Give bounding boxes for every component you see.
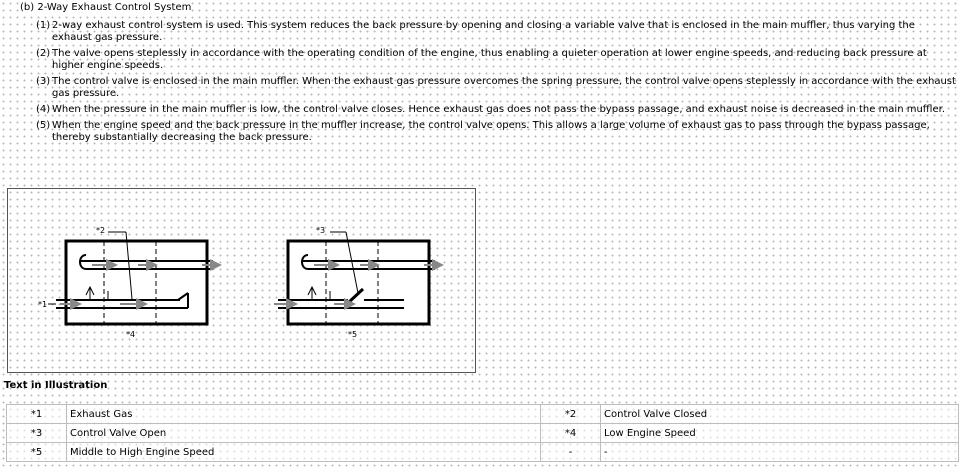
item-number: (3) <box>36 76 51 87</box>
legend-label: Middle to High Engine Speed <box>67 443 541 462</box>
list-item <box>36 104 956 116</box>
list-item <box>36 120 956 144</box>
item-number: (1) <box>36 20 51 31</box>
legend-label: Low Engine Speed <box>601 424 959 443</box>
muffler-shell <box>66 241 207 324</box>
muffler-shell <box>288 241 429 324</box>
item-number: (5) <box>36 120 51 131</box>
legend-label: Control Valve Closed <box>601 405 959 424</box>
item-list <box>36 20 956 148</box>
item-number: (4) <box>36 104 51 115</box>
table-row <box>7 443 959 462</box>
legend-key: - <box>541 443 601 462</box>
callout-label: *3 <box>316 226 326 235</box>
legend-title: Text in Illustration <box>4 380 108 391</box>
list-item <box>36 20 956 44</box>
legend-key: *5 <box>7 443 67 462</box>
list-item <box>36 48 956 72</box>
callout-label: *2 <box>96 226 106 235</box>
callout-label: *4 <box>126 330 136 339</box>
callout-label: *1 <box>38 300 48 309</box>
item-number: (2) <box>36 48 51 59</box>
legend-key: *1 <box>7 405 67 424</box>
legend-label: Control Valve Open <box>67 424 541 443</box>
list-item <box>36 76 956 100</box>
legend-key: *4 <box>541 424 601 443</box>
table-row <box>7 405 959 424</box>
legend-table <box>6 404 959 462</box>
muffler-diagram <box>8 189 475 372</box>
table-row <box>7 424 959 443</box>
item-text: The valve opens steplessly in accordance with the operating condition of the engine, thus enabling a quieter operation at lower engine speeds, and reducing back pressure at higher engine speeds. <box>52 48 927 71</box>
item-text: 2-way exhaust control system is used. This system reduces the back pressure by opening and closing a variable valve that is enclosed in the main muffler, thus varying the exhaust gas pressure. <box>52 20 915 43</box>
callout-label: *5 <box>348 330 358 339</box>
item-text: When the pressure in the main muffler is low, the control valve closes. Hence exhaust gas does not pass the bypass passage, and exhaust noise is decreased in the main muffler. <box>52 104 946 115</box>
muffler-high-speed <box>278 241 435 324</box>
muffler-low-speed <box>56 241 213 324</box>
legend-label: - <box>601 443 959 462</box>
legend-key: *2 <box>541 405 601 424</box>
legend-label: Exhaust Gas <box>67 405 541 424</box>
legend-key: *3 <box>7 424 67 443</box>
exhaust-illustration <box>7 188 476 373</box>
section-heading: (b) 2-Way Exhaust Control System <box>20 2 192 13</box>
item-text: When the engine speed and the back pressure in the muffler increase, the control valve opens. This allows a large volume of exhaust gas to pass through the bypass passage, thereby substantially decreasing the back pressure. <box>52 120 930 143</box>
item-text: The control valve is enclosed in the main muffler. When the exhaust gas pressure overcomes the spring pressure, the control valve opens steplessly in accordance with the exhaust gas pressure. <box>52 76 956 99</box>
